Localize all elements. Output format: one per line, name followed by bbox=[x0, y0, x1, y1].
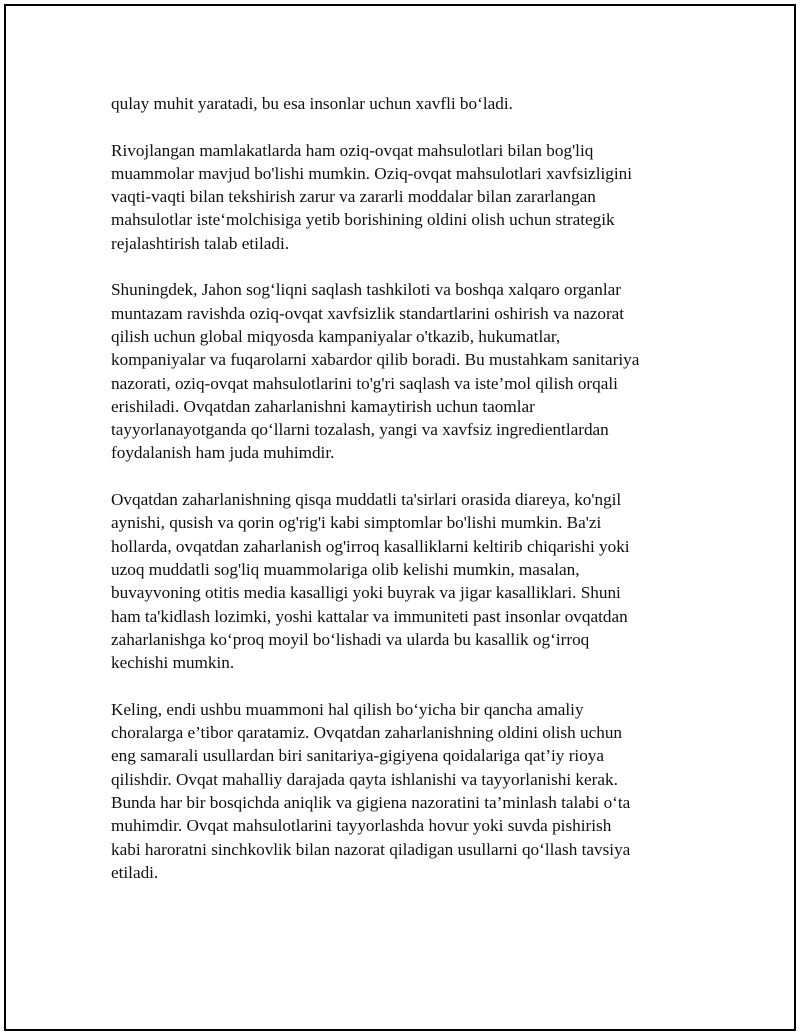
text-line: qilish uchun global miqyosda kampaniyalar o'tkazib, hukumatlar, bbox=[111, 326, 561, 346]
text-line: tayyorlanayotganda qo‘llarni tozalash, yangi va xavfsiz ingredientlardan bbox=[111, 420, 609, 440]
text-line: Rivojlangan mamlakatlarda ham oziq-ovqat mahsulotlari bilan bog'liq bbox=[111, 140, 594, 160]
paragraph bbox=[111, 698, 696, 884]
paragraph bbox=[111, 92, 696, 115]
text-line: foydalanish ham juda muhimdir. bbox=[111, 443, 335, 463]
text-line: muntazam ravishda oziq-ovqat xavfsizlik standartlarini oshirish va nazorat bbox=[111, 303, 625, 323]
text-line: ham ta'kidlash lozimki, yoshi kattalar va immuniteti past insonlar ovqatdan bbox=[111, 606, 628, 626]
text-line: etiladi. bbox=[111, 862, 159, 882]
text-line: mahsulotlar iste‘molchisiga yetib borishining oldini olish uchun strategik bbox=[111, 210, 615, 230]
text-line: nazorati, oziq-ovqat mahsulotlarini to'g'ri saqlash va iste’mol qilish orqali bbox=[111, 373, 618, 393]
text-line: vaqti-vaqti bilan tekshirish zarur va zararli moddalar bilan zararlangan bbox=[111, 187, 596, 207]
text-line: rejalashtirish talab etiladi. bbox=[111, 233, 290, 253]
text-line: zaharlanishga ko‘proq moyil bo‘lishadi va ularda bu kasallik og‘irroq bbox=[111, 629, 590, 649]
paragraph bbox=[111, 278, 696, 464]
text-line: muammolar mavjud bo'lishi mumkin. Oziq-ovqat mahsulotlari xavfsizligini bbox=[111, 163, 633, 183]
text-line: Bunda har bir bosqichda aniqlik va gigiena nazoratini ta’minlash talabi o‘ta bbox=[111, 792, 631, 812]
text-line: uzoq muddatli sog'liq muammolariga olib kelishi mumkin, masalan, bbox=[111, 559, 580, 579]
text-line: kechishi mumkin. bbox=[111, 653, 235, 673]
text-line: choralarga e’tibor qaratamiz. Ovqatdan zaharlanishning oldini olish uchun bbox=[111, 723, 623, 743]
text-line: erishiladi. Ovqatdan zaharlanishni kamaytirish uchun taomlar bbox=[111, 396, 535, 416]
text-line: kompaniyalar va fuqarolarni xabardor qilib boradi. Bu mustahkam sanitariya bbox=[111, 350, 640, 370]
paragraph bbox=[111, 139, 696, 255]
text-line: Ovqatdan zaharlanishning qisqa muddatli ta'sirlari orasida diareya, ko'ngil bbox=[111, 490, 622, 510]
text-line: buvayvoning otitis media kasalligi yoki buyrak va jigar kasalliklari. Shuni bbox=[111, 583, 621, 603]
document-body bbox=[111, 92, 696, 907]
paragraph bbox=[111, 488, 696, 674]
text-line: Shuningdek, Jahon sog‘liqni saqlash tashkiloti va boshqa xalqaro organlar bbox=[111, 280, 621, 300]
text-line: kabi haroratni sinchkovlik bilan nazorat qiladigan usullarni qo‘llash tavsiya bbox=[111, 839, 631, 859]
text-line: aynishi, qusish va qorin og'rig'i kabi simptomlar bo'lishi mumkin. Ba'zi bbox=[111, 513, 602, 533]
text-line: eng samarali usullardan biri sanitariya-gigiyena qoidalariga qat’iy rioya bbox=[111, 746, 605, 766]
text-line: qilishdir. Ovqat mahalliy darajada qayta ishlanishi va tayyorlanishi kerak. bbox=[111, 769, 618, 789]
text-line: Keling, endi ushbu muammoni hal qilish bo‘yicha bir qancha amaliy bbox=[111, 699, 584, 719]
text-line: qulay muhit yaratadi, bu esa insonlar uchun xavfli bo‘ladi. bbox=[111, 94, 513, 113]
text-line: hollarda, ovqatdan zaharlanish og'irroq kasalliklarni keltirib chiqarishi yoki bbox=[111, 536, 630, 556]
text-line: muhimdir. Ovqat mahsulotlarini tayyorlashda hovur yoki suvda pishirish bbox=[111, 816, 612, 836]
